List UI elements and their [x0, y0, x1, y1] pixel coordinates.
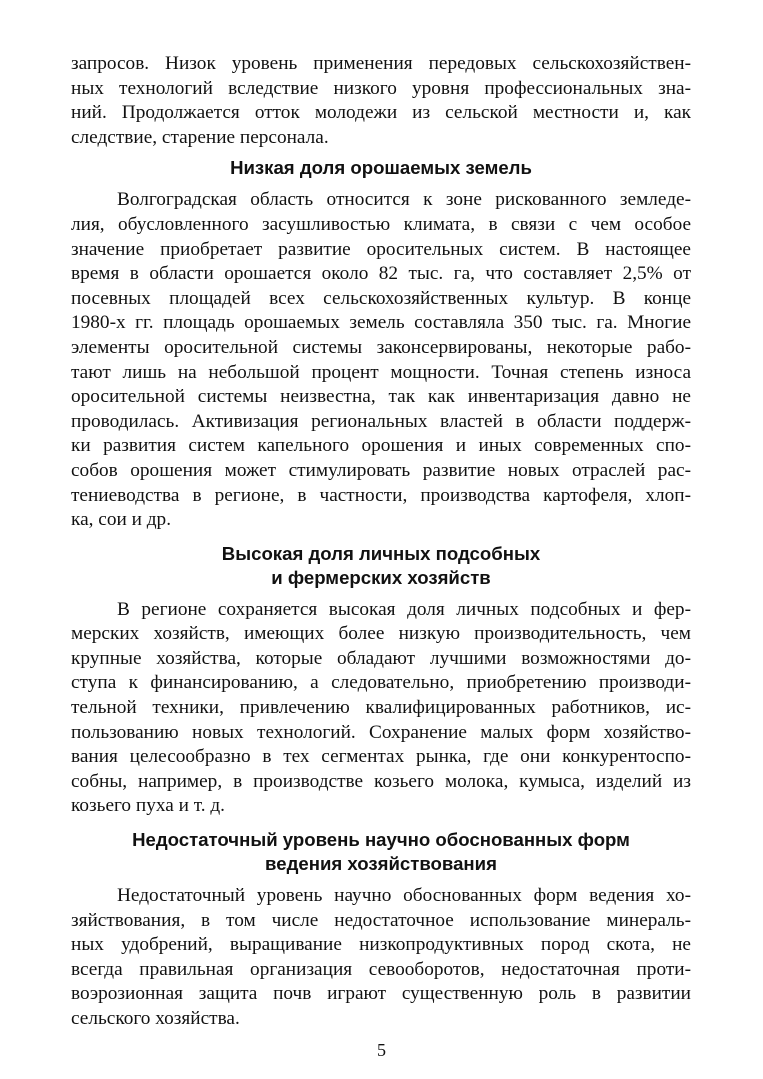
text-line: ки развития систем капельного орошения и иных современных спо- — [71, 435, 691, 457]
text-line: лия, обусловленного засушливостью климата, в связи с чем особое — [71, 213, 691, 235]
text-line: собов орошения может стимулировать развитие новых отраслей рас- — [71, 459, 691, 481]
section-heading-households — [71, 542, 691, 590]
text-line: пользованию новых технологий. Сохранение малых форм хозяйство- — [71, 721, 691, 743]
text-line: собны, например, в производстве козьего молока, кумыса, изделий из — [71, 770, 691, 792]
text-line: оросительной системы неизвестна, так как инвентаризация давно не — [71, 386, 691, 408]
text-line: значение приобретает развитие оросительных систем. В настоящее — [71, 238, 691, 260]
text-line: запросов. Низок уровень применения передовых сельскохозяйствен- — [71, 53, 691, 74]
page-body — [71, 52, 691, 1032]
paragraph-households — [71, 598, 691, 819]
text-line: всегда правильная организация севооборотов, недостаточная проти- — [71, 958, 691, 980]
text-line: Недостаточный уровень научно обоснованных форм ведения хо- — [117, 885, 691, 907]
text-line: В регионе сохраняется высокая доля личных подсобных и фер- — [117, 598, 691, 620]
heading-line: Низкая доля орошаемых земель — [230, 157, 532, 179]
page-number: 5 — [377, 1040, 386, 1060]
text-line: время в области орошается около 82 тыс. га, что составляет 2,5% от — [71, 263, 691, 285]
text-line: элементы оросительной системы законсервированы, некоторые рабо- — [71, 336, 691, 358]
text-line: ных удобрений, выращивание низкопродуктивных пород скота, не — [71, 934, 691, 956]
section-heading-farming-methods — [71, 828, 691, 876]
paragraph-farming-methods — [71, 884, 691, 1032]
section-heading-irrigation — [71, 156, 691, 180]
text-line: ступа к финансированию, а следовательно, приобретению производи- — [71, 672, 691, 694]
text-line: посевных площадей всех сельскохозяйственных культур. В конце — [71, 287, 691, 309]
text-line: тениеводства в регионе, в частности, производства картофеля, хлоп- — [71, 484, 691, 506]
intro-paragraph — [71, 52, 691, 150]
text-line: Волгоградская область относится к зоне рискованного земледе- — [117, 189, 691, 211]
text-line: следствие, старение персонала. — [71, 126, 329, 148]
text-line: мерских хозяйств, имеющих более низкую производительность, чем — [71, 623, 691, 645]
text-line: крупные хозяйства, которые обладают лучшими возможностями до- — [71, 647, 691, 669]
text-line: тельной техники, привлечению квалифицированных работников, ис- — [71, 697, 691, 719]
text-line: сельского хозяйства. — [71, 1008, 240, 1029]
heading-line: ведения хозяйствования — [265, 853, 497, 875]
text-line: вания целесообразно в тех сегментах рынка, где они конкурентоспо- — [71, 746, 691, 768]
text-line: проводилась. Активизация региональных властей в области поддерж- — [71, 410, 691, 432]
text-line: ний. Продолжается отток молодежи из сельской местности и, как — [71, 102, 691, 124]
heading-line: и фермерских хозяйств — [271, 566, 491, 588]
heading-line: Высокая доля личных подсобных — [221, 542, 541, 564]
text-line: 1980-х гг. площадь орошаемых земель составляла 350 тыс. га. Многие — [71, 312, 691, 334]
text-line: воэрозионная защита почв играют существенную роль в развитии — [71, 983, 691, 1005]
text-line: ка, сои и др. — [71, 509, 172, 531]
text-line: козьего пуха и т. д. — [71, 795, 225, 817]
paragraph-irrigation — [71, 188, 691, 532]
text-line: зяйствования, в том числе недостаточное использование минераль- — [71, 909, 691, 931]
text-line: ных технологий вследствие низкого уровня профессиональных зна- — [71, 77, 691, 99]
heading-line: Недостаточный уровень научно обоснованных форм — [132, 829, 630, 851]
text-line: тают лишь на небольшой процент мощности. Точная степень износа — [71, 361, 691, 383]
